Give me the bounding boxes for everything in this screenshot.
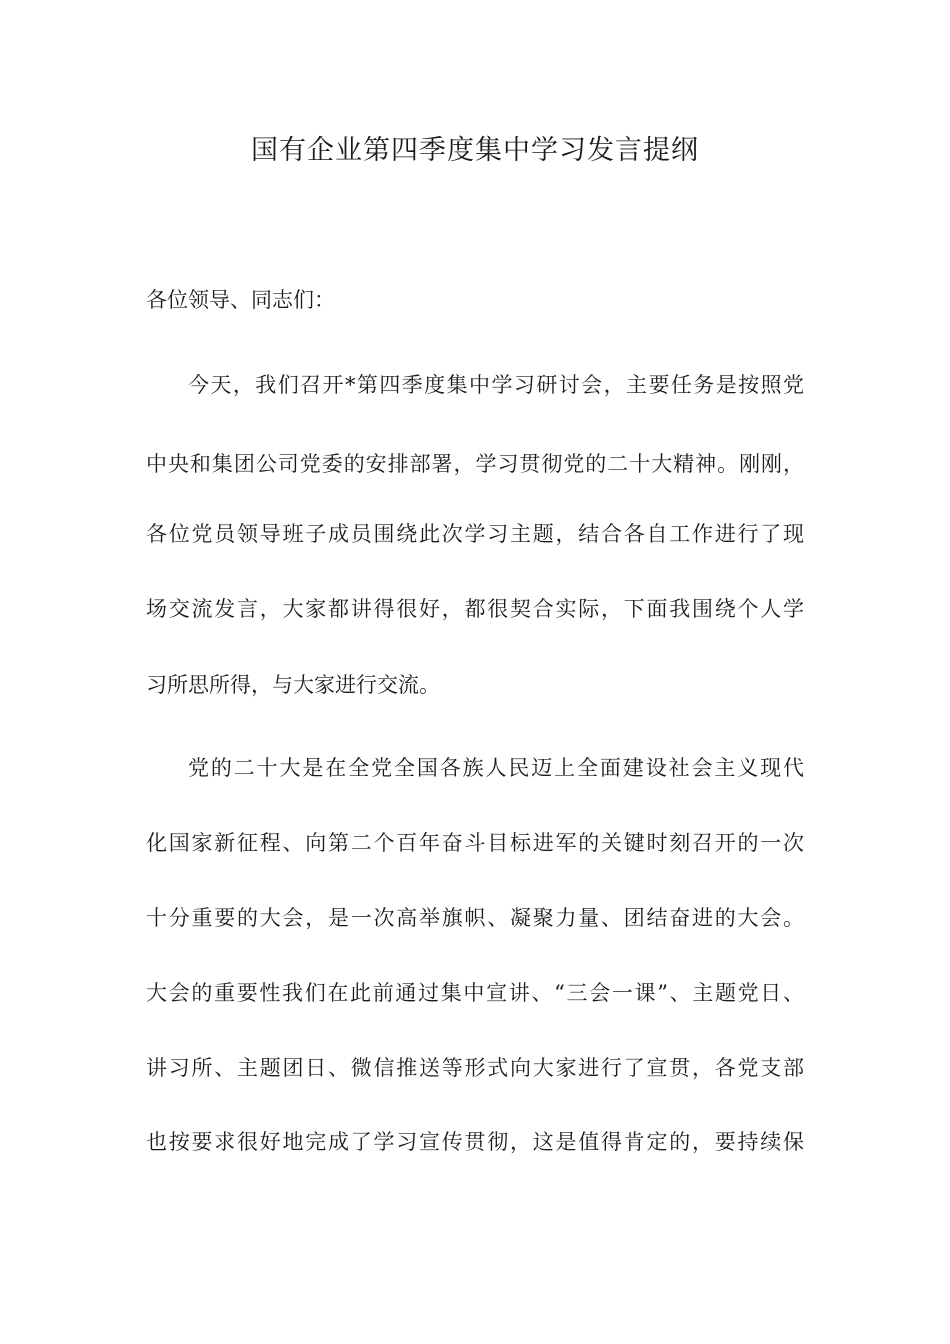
paragraph-1-line-1: 今天，我们召开*第四季度集中学习研讨会，主要任务是按照党 [188, 373, 804, 397]
document-title: 国有企业第四季度集中学习发言提纲 [251, 135, 699, 166]
paragraph-2-line-4: 大会的重要性我们在此前通过集中宣讲、“三会一课”、主题党日、 [146, 981, 804, 1005]
paragraph-1-line-2: 中央和集团公司党委的安排部署，学习贯彻党的二十大精神。刚刚， [146, 452, 804, 476]
paragraph-1-line-4: 场交流发言，大家都讲得很好，都很契合实际，下面我围绕个人学 [146, 597, 804, 621]
paragraph-2-line-3: 十分重要的大会，是一次高举旗帜、凝聚力量、团结奋进的大会。 [146, 906, 804, 930]
paragraph-2-line-1: 党的二十大是在全党全国各族人民迈上全面建设社会主义现代 [188, 756, 804, 780]
paragraph-1-line-3: 各位党员领导班子成员围绕此次学习主题，结合各自工作进行了现 [146, 522, 804, 546]
paragraph-2-line-6: 也按要求很好地完成了学习宣传贯彻，这是值得肯定的，要持续保 [146, 1130, 804, 1154]
paragraph-2-line-5: 讲习所、主题团日、微信推送等形式向大家进行了宣贯，各党支部 [146, 1056, 804, 1080]
salutation: 各位领导、同志们： [146, 288, 335, 312]
paragraph-2-line-2: 化国家新征程、向第二个百年奋斗目标进军的关键时刻召开的一次 [146, 831, 804, 855]
paragraph-1-line-5: 习所思所得，与大家进行交流。 [146, 673, 440, 697]
